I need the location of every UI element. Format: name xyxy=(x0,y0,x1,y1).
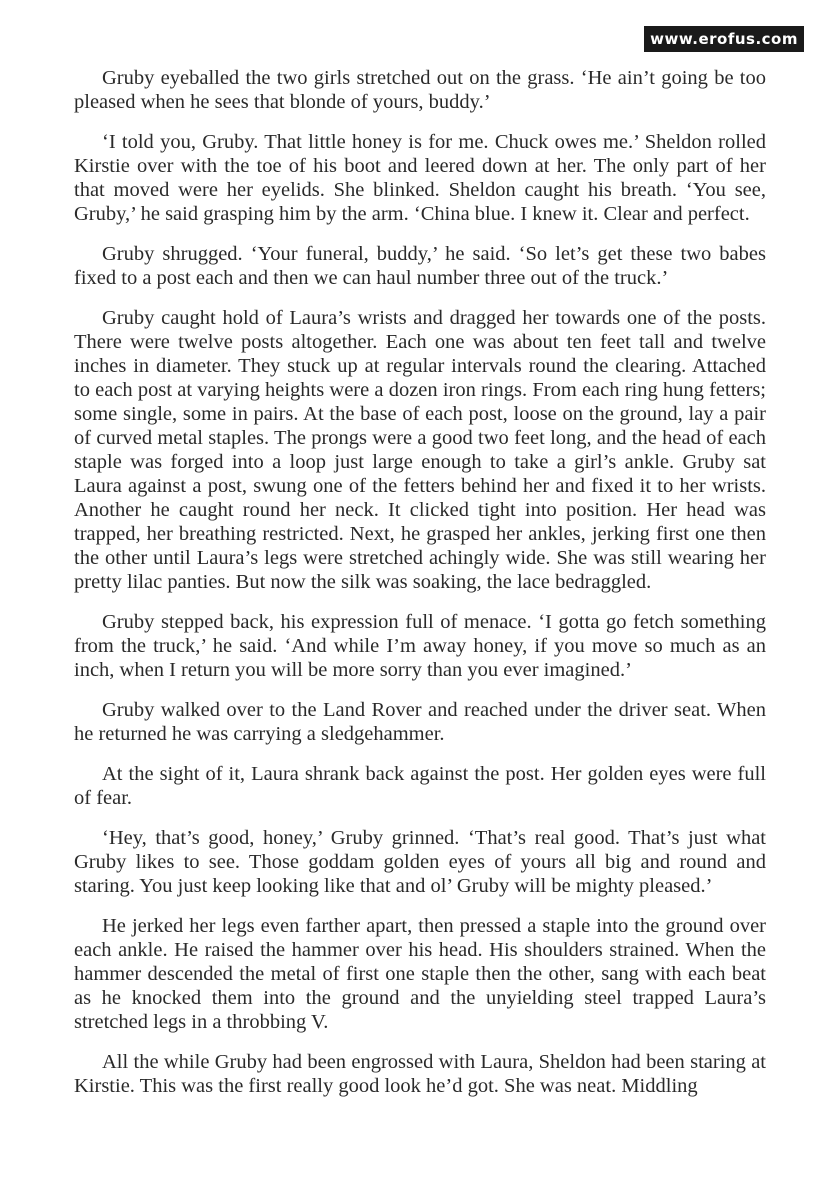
paragraph: Gruby shrugged. ‘Your funeral, buddy,’ he said. ‘So let’s get these two babes fixed to a post each and then we can haul number three out of the truck.’ xyxy=(74,243,766,289)
book-page xyxy=(74,66,766,1098)
watermark: www.erofus.com xyxy=(644,26,804,52)
paragraph: Gruby stepped back, his expression full of menace. ‘I gotta go fetch something from the truck,’ he said. ‘And while I’m away honey, if you move so much as an inch, when I return you will be more sorry than you ever imagined.’ xyxy=(74,611,766,681)
paragraph: At the sight of it, Laura shrank back against the post. Her golden eyes were full of fear. xyxy=(74,763,766,809)
paragraph: Gruby eyeballed the two girls stretched out on the grass. ‘He ain’t going be too pleased when he sees that blonde of yours, buddy.’ xyxy=(74,67,766,113)
paragraph: Gruby walked over to the Land Rover and reached under the driver seat. When he returned he was carrying a sledgehammer. xyxy=(74,699,766,745)
paragraph: He jerked her legs even farther apart, then pressed a staple into the ground over each ankle. He raised the hammer over his head. His shoulders strained. When the hammer descended the metal of first one staple then the other, sang with each beat as he knocked them into the ground and the unyielding steel trapped Laura’s stretched legs in a throbbing V. xyxy=(74,915,766,1033)
paragraph: ‘I told you, Gruby. That little honey is for me. Chuck owes me.’ Sheldon rolled Kirstie over with the toe of his boot and leered down at her. The only part of her that moved were her eyelids. She blinked. Sheldon caught his breath. ‘You see, Gruby,’ he said grasping him by the arm. ‘China blue. I knew it. Clear and perfect. xyxy=(74,131,766,225)
paragraph: All the while Gruby had been engrossed with Laura, Sheldon had been staring at Kirstie. This was the first really good look he’d got. She was neat. Middling xyxy=(74,1051,766,1097)
paragraph: Gruby caught hold of Laura’s wrists and dragged her towards one of the posts. There were twelve posts altogether. Each one was about ten feet tall and twelve inches in diameter. They stuck up at regular intervals round the clearing. Attached to each post at varying heights were a dozen iron rings. From each ring hung fetters; some single, some in pairs. At the base of each post, loose on the ground, lay a pair of curved metal staples. The prongs were a good two feet long, and the head of each staple was forged into a loop just large enough to take a girl’s ankle. Gruby sat Laura against a post, swung one of the fetters behind her and fixed it to her wrists. Another he caught round her neck. It clicked tight into position. Her head was trapped, her breathing restricted. Next, he grasped her ankles, jerking first one then the other until Laura’s legs were stretched achingly wide. She was still wearing her pretty lilac panties. But now the silk was soaking, the lace bedraggled. xyxy=(74,307,766,593)
paragraph: ‘Hey, that’s good, honey,’ Gruby grinned. ‘That’s real good. That’s just what Gruby likes to see. Those goddam golden eyes of yours all big and round and staring. You just keep looking like that and ol’ Gruby will be mighty pleased.’ xyxy=(74,827,766,897)
